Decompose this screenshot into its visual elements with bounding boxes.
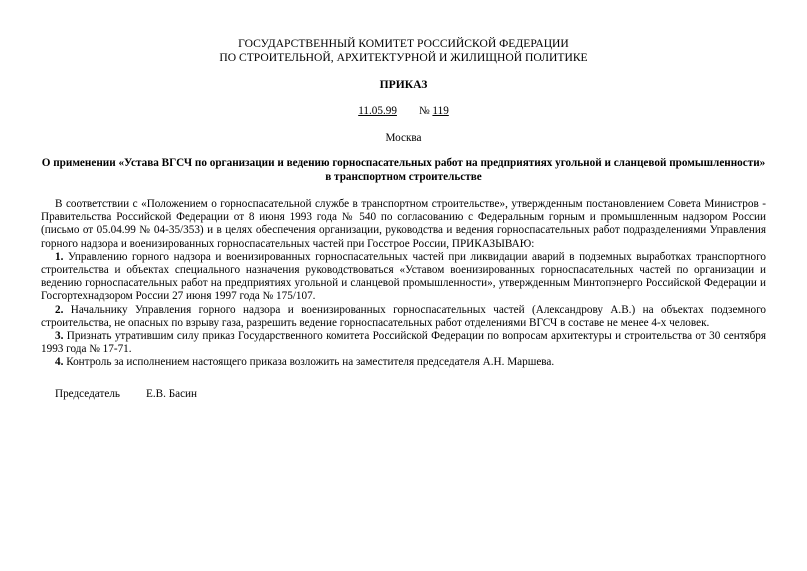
preamble-paragraph: В соответствии с «Положением о горноспасательной службе в транспортном строительстве», утвержденным постановлением Совета Министров - Правительства Российской Федерации от 8 июня 1993 года № 540 по согласованию с Федеральным горным и промышленным надзором России (письмо от 05.04.99 № 04-35/353) и в целях обеспечения организации, руководства и ведения горноспасательных работ подразделениями Управления горного надзора и военизированных горноспасательных частей при Госстрое России, ПРИКАЗЫВАЮ: <box>41 198 766 250</box>
order-item-number: 3. <box>55 330 64 343</box>
order-subject: О применении «Устава ВГСЧ по организации и ведению горноспасательных работ на предприятиях угольной и сланцевой промышленности» в транспортном строительстве <box>41 157 766 183</box>
order-number: 119 <box>432 105 449 117</box>
order-city: Москва <box>385 132 422 144</box>
issuer-line-2: ПО СТРОИТЕЛЬНОЙ, АРХИТЕКТУРНОЙ И ЖИЛИЩНОЙ ПОЛИТИКЕ <box>219 51 588 64</box>
issuer-header <box>41 37 766 65</box>
order-item-text: Признать утратившим силу приказ Государственного комитета Российской Федерации по вопросам архитектуры и строительства от 30 сентября 1993 года № 17-71. <box>41 330 767 356</box>
order-title: ПРИКАЗ <box>379 78 428 91</box>
order-item-number: 1. <box>55 250 64 263</box>
order-number-prefix: № <box>418 105 430 117</box>
document-page <box>41 0 766 401</box>
order-date-number <box>41 104 766 118</box>
order-item-number: 4. <box>55 356 64 369</box>
order-item-text: Начальнику Управления горного надзора и военизированных горноспасательных частей (Александрову А.В.) на объектах подземного строительства, не опасных по взрыву газа, разрешить ведение горноспасательных работ отделениями ВГСЧ в составе не менее 4-х человек. <box>41 303 766 329</box>
order-item-1 <box>41 251 766 304</box>
order-item-text: Контроль за исполнением настоящего приказа возложить на заместителя председателя А.Н. Маршева. <box>66 356 555 369</box>
order-item-text: Управлению горного надзора и военизированных горноспасательных частей при ликвидации аварий в подземных выработках транспортного строительства и объектах специального назначения руководствоваться «Уставом военизированных горноспасательных частей по организации и ведению горноспасательных работ на предприятиях угольной и сланцевой промышленности», утвержденным Минтопэнерго Российской Федерации и Госгортехнадзором России 27 июня 1997 года № 175/107. <box>41 250 766 303</box>
order-item-3 <box>41 330 766 356</box>
order-item-number: 2. <box>55 303 64 316</box>
issuer-line-1: ГОСУДАРСТВЕННЫЙ КОМИТЕТ РОССИЙСКОЙ ФЕДЕРАЦИИ <box>238 37 569 50</box>
order-body <box>41 198 766 370</box>
order-item-4 <box>41 356 766 369</box>
signatory-name: Е.В. Басин <box>146 387 198 400</box>
signature-block <box>41 387 766 401</box>
signatory-position: Председатель <box>55 387 121 400</box>
order-item-2 <box>41 304 766 330</box>
order-date: 11.05.99 <box>358 105 397 117</box>
